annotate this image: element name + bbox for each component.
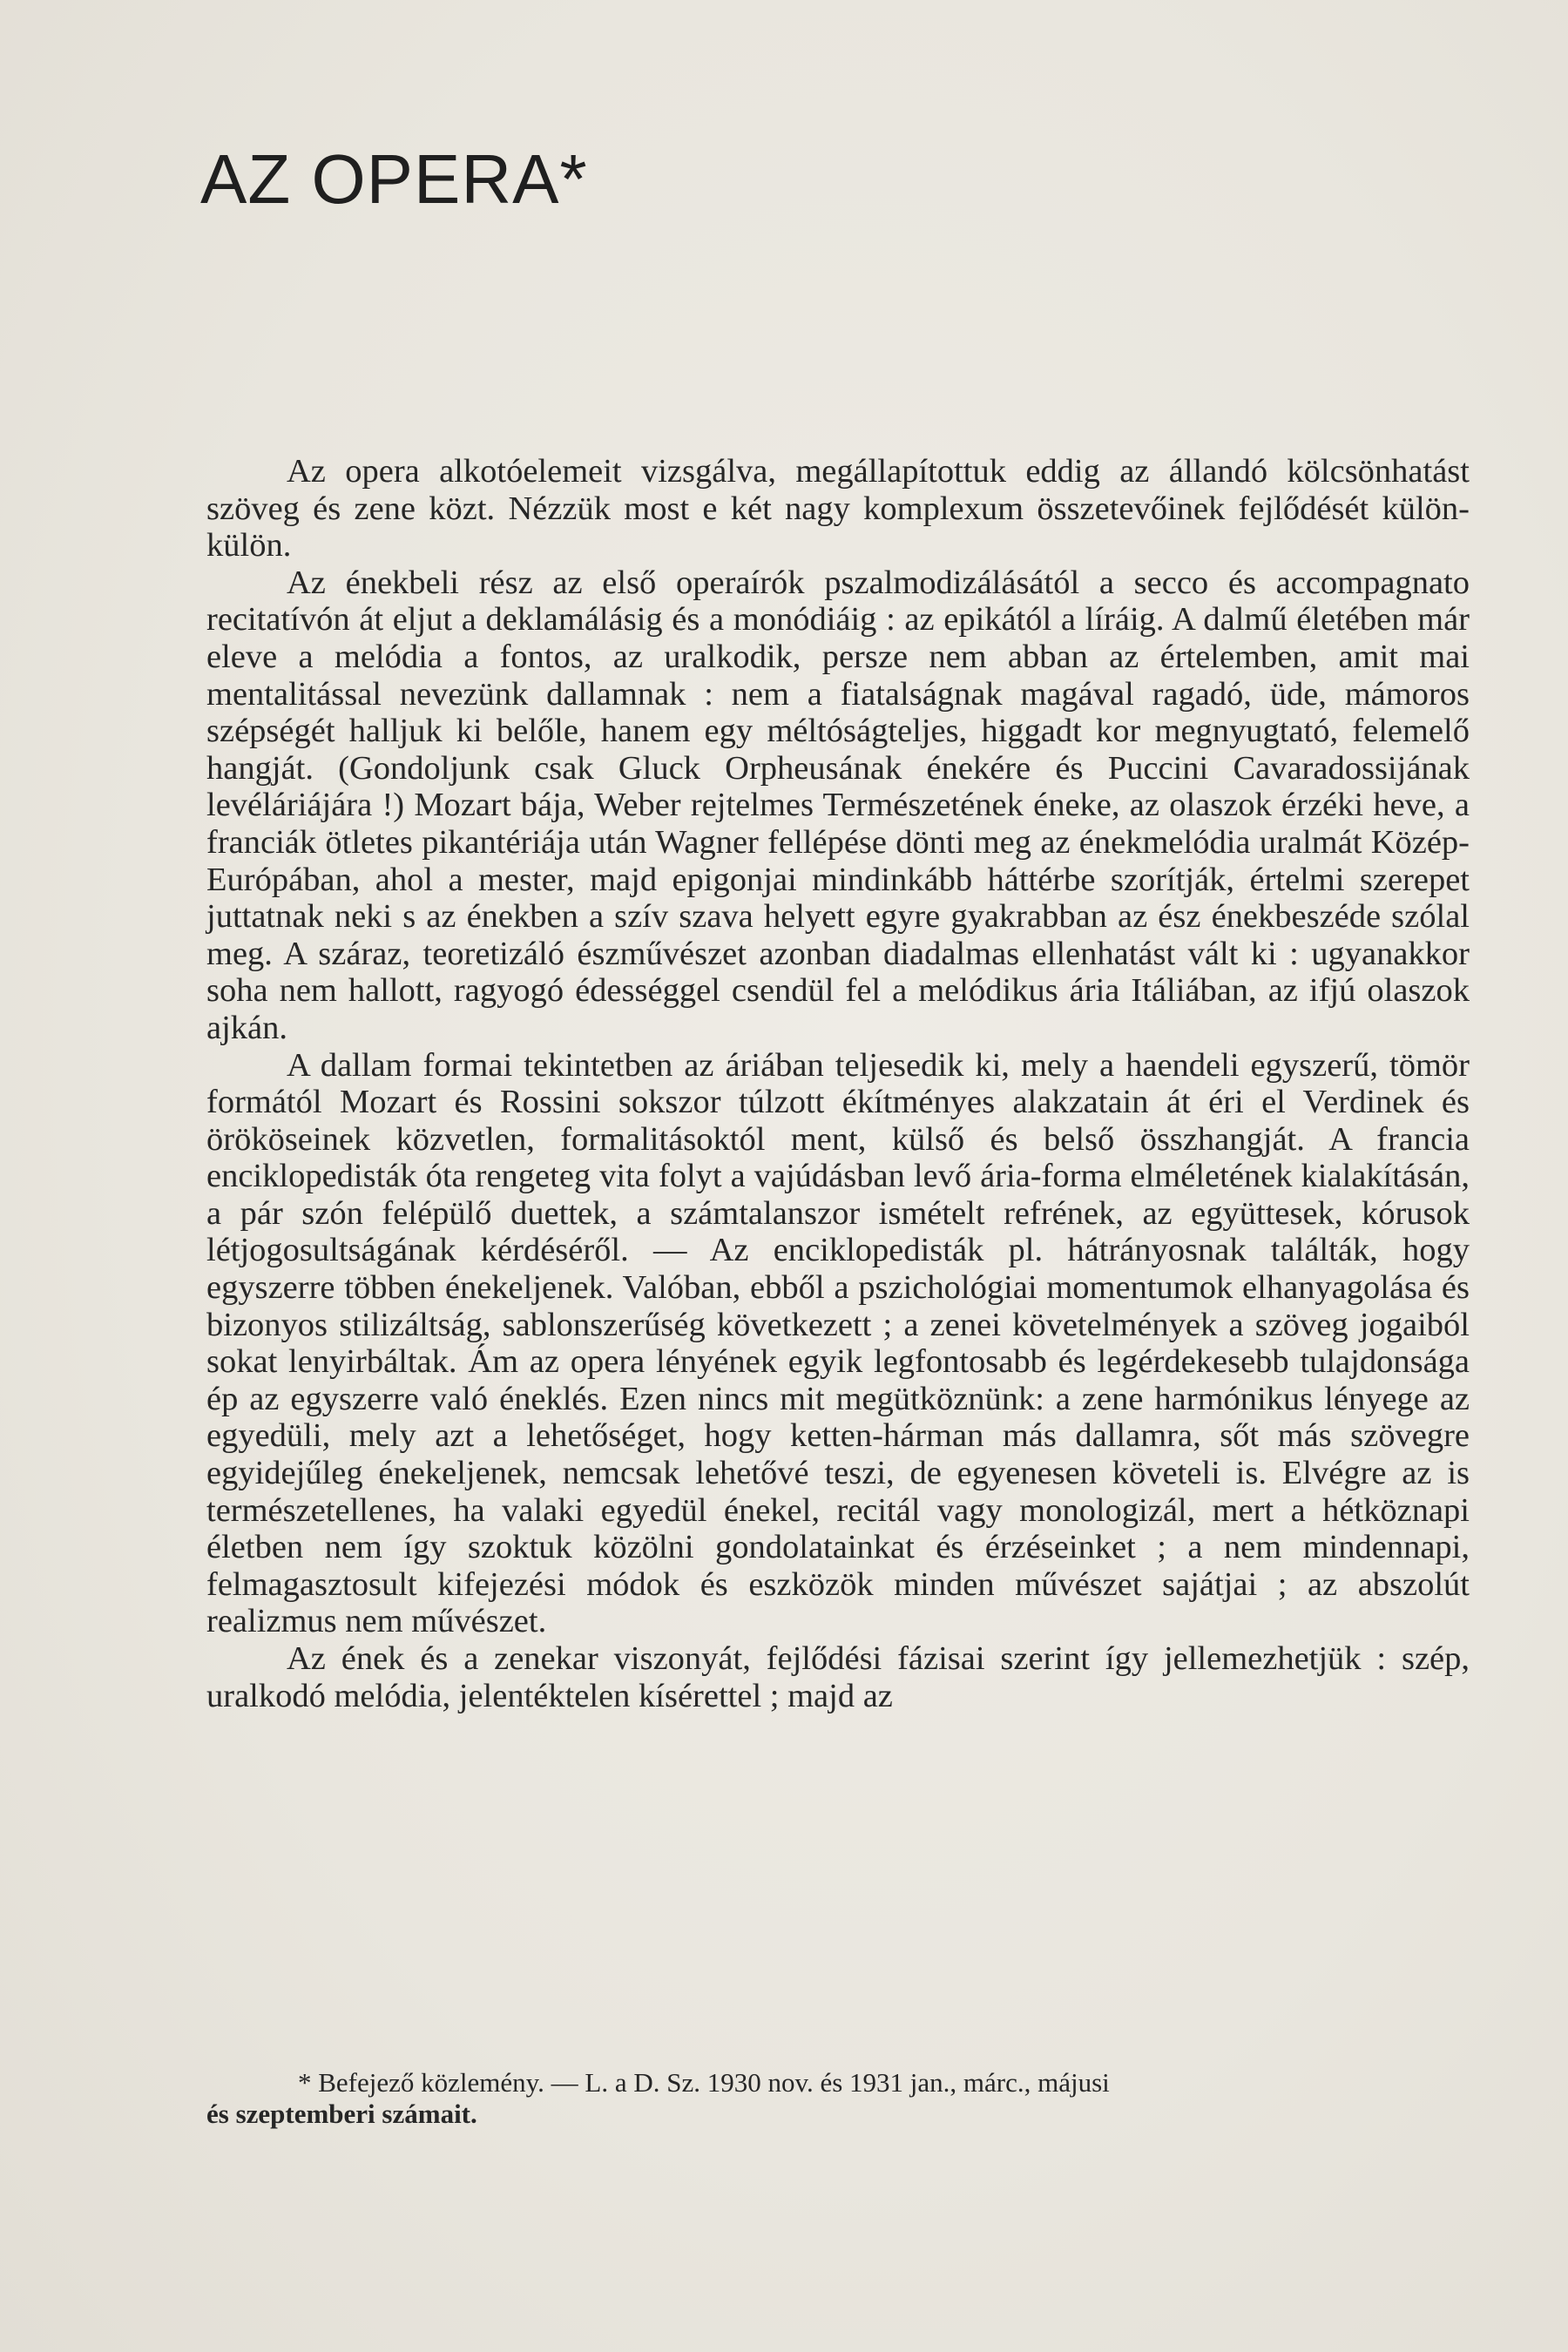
footnote-text-bold: és szeptemberi számait. (206, 2099, 477, 2129)
body-text (206, 453, 1470, 1714)
paragraph-4: Az ének és a zenekar viszonyát, fejlődési fázisai szerint így jellemezhetjük : szép, uralkodó melódia, jelentéktelen kísérettel ; majd az (206, 1640, 1470, 1714)
paragraph-1: Az opera alkotóelemeit vizsgálva, megállapítottuk eddig az állandó kölcsönhatást szöveg és zene közt. Nézzük most e két nagy komplexum összetevőinek fejlődését külön-külön. (206, 453, 1470, 564)
paragraph-3: A dallam formai tekintetben az áriában teljesedik ki, mely a haendeli egyszerű, tömör formától Mozart és Rossini sokszor túlzott ékítményes alakzatain át éri el Verdinek és örököseinek közvetlen, formalitásoktól ment, külső és belső összhangját. A francia enciklopedisták óta rengeteg vita folyt a vajúdásban levő ária-forma elméletének kialakításán, a pár szón felépülő duettek, a számtalanszor ismételt refrének, az együttesek, kórusok létjogosultságának kérdéséről. — Az enciklopedisták pl. hátrányosnak találták, hogy egyszerre többen énekeljenek. Valóban, ebből a pszichológiai momentumok elhanyagolása és bizonyos stilizáltság, sablonszerűség következett ; a zenei követelmények a szöveg jogaiból sokat lenyirbáltak. Ám az opera lényének egyik legfontosabb és legérdekesebb tulajdonsága ép az egyszerre való éneklés. Ezen nincs mit megütköznünk: a zene harmónikus lényege az egyedüli, mely azt a lehetőséget, hogy ketten-hárman más dallamra, sőt más szövegre egyidejűleg énekeljenek, nemcsak lehetővé teszi, de egyenesen követeli is. Elvégre az is természetellenes, ha valaki egyedül énekel, recitál vagy monologizál, mert a hétköznapi életben nem így szoktuk közölni gondolatainkat és érzéseinket ; a nem mindennapi, felmagasztosult kifejezési módok és eszközök minden művészet sajátjai ; az abszolút realizmus nem művészet. (206, 1046, 1470, 1640)
page-title: AZ OPERA* (200, 140, 588, 218)
paragraph-2: Az énekbeli rész az első operaírók pszalmodizálásától a secco és accompagnato recitatívón át eljut a deklamálásig és a monódiáig : az epikától a líráig. A dalmű életében már eleve a melódia a fontos, az uralkodik, persze nem abban az értelemben, amit mai mentalitással nevezünk dallamnak : nem a fiatalságnak magával ragadó, üde, mámoros szépségét halljuk ki belőle, hanem egy méltóságteljes, higgadt kor megnyugtató, felemelő hangját. (Gondoljunk csak Gluck Orpheusának énekére és Puccini Cavaradossijának levéláriájára !) Mozart bája, Weber rejtelmes Természetének éneke, az olaszok érzéki heve, a franciák ötletes pikantériája után Wagner fellépése dönti meg az énekmelódia uralmát Közép-Európában, ahol a mester, majd epigonjai mindinkább háttérbe szorítják, értelmi szerepet juttatnak neki s az énekben a szív szava helyett egyre gyakrabban az ész énekbeszéde szólal meg. A száraz, teoretizáló észművészet azonban diadalmas ellenhatást vált ki : ugyanakkor soha nem hallott, ragyogó édességgel csendül fel a melódikus ária Itáliában, az ifjú olaszok ajkán. (206, 564, 1470, 1046)
footnote (206, 2067, 1470, 2130)
footnote-text: * Befejező közlemény. — L. a D. Sz. 1930 nov. és 1931 jan., márc., májusi (298, 2067, 1110, 2098)
